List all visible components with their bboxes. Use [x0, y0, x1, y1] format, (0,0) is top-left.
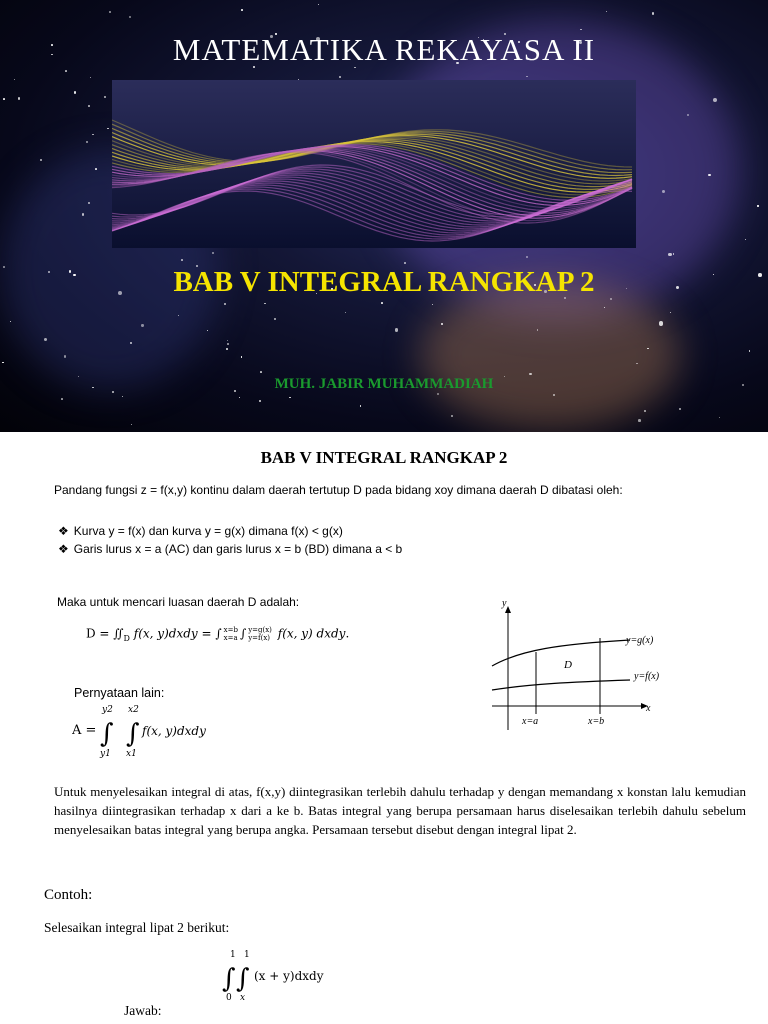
aform-integrand: f(x, y)dxdy — [142, 724, 206, 738]
star-dot — [207, 330, 208, 331]
star-dot — [526, 256, 528, 258]
contoh-label: Contoh: — [44, 887, 93, 903]
cover-subtitle: BAB V INTEGRAL RANGKAP 2 — [173, 266, 595, 298]
star-dot — [86, 141, 87, 142]
star-dot — [61, 398, 63, 400]
star-dot — [647, 348, 648, 349]
star-dot — [437, 393, 439, 395]
limit-upper: x2 — [128, 705, 139, 715]
svg-text:∫: ∫ — [236, 964, 250, 994]
graph-xb-label: x=b — [588, 716, 605, 727]
star-dot — [92, 134, 94, 136]
star-dot — [109, 11, 111, 13]
limit-lower: x=a — [223, 634, 238, 642]
limit-lower: x1 — [126, 749, 137, 759]
star-dot — [360, 405, 362, 407]
example-integrand: (x + y)dxdy — [254, 969, 324, 983]
area-formula: $D = ∬_D$ f(x, y)dxdy = ∫ x=b x=a ∫ y=g(x) y=f(x) f(x, y) dxdy. — [86, 626, 350, 643]
nebula-glow — [420, 280, 680, 430]
aform-lhs: A = — [72, 723, 97, 738]
formula-lhs: D = ∬ — [86, 626, 124, 641]
jawab-label: Jawab: — [124, 1003, 162, 1018]
star-dot — [745, 239, 746, 240]
explanation-paragraph: Untuk menyelesaikan integral di atas, f(x,y) diintegrasikan terlebih dahulu terhadap y dengan memandang x konstan lalu kemudian hasilnya diintegrasikan terhadap x dari a ke b. Batas integral yang berupa persamaan harus diselesaikan terlebih dahulu sebelum menyelesaikan batas integral yang berupa angka. Persamaan tersebut disebut dengan integral lipat 2. — [54, 784, 746, 837]
star-dot — [345, 312, 346, 313]
star-dot — [451, 415, 453, 417]
star-dot — [668, 253, 671, 256]
exercise-instruction: Selesaikan integral lipat 2 berikut: — [44, 920, 230, 935]
star-dot — [526, 76, 527, 77]
star-dot — [18, 97, 21, 100]
star-dot — [141, 324, 143, 326]
star-dot — [260, 371, 262, 373]
formula-integrand: f(x, y)dxdy = — [133, 626, 212, 641]
star-dot — [749, 350, 751, 352]
star-dot — [708, 174, 710, 176]
star-dot — [227, 340, 228, 341]
star-dot — [239, 397, 240, 398]
svg-text:∫: ∫ — [222, 964, 236, 994]
graph-xa-label: x=a — [522, 716, 539, 727]
star-dot — [757, 205, 758, 206]
star-dot — [131, 424, 132, 425]
star-dot — [670, 312, 672, 314]
limit-upper: y2 — [102, 705, 113, 715]
diamond-bullet-icon: ❖ — [58, 524, 69, 538]
star-dot — [3, 98, 5, 100]
page-heading: BAB V INTEGRAL RANGKAP 2 — [260, 448, 508, 467]
diamond-bullet-icon: ❖ — [58, 542, 69, 556]
limit-upper: 1 — [244, 950, 250, 960]
star-dot — [289, 397, 290, 398]
cover-author: MUH. JABIR MUHAMMADIAH — [274, 376, 494, 392]
star-dot — [318, 4, 320, 6]
limit-upper: 1 — [230, 950, 236, 960]
limit-lower: x — [240, 993, 246, 1003]
graph-x-label: x — [646, 703, 651, 714]
bullet-item: ❖ Garis lurus x = a (AC) dan garis lurus x = b (BD) dimana a < b — [58, 542, 403, 556]
star-dot — [129, 16, 131, 18]
limit-upper: x=b — [223, 626, 238, 634]
star-dot — [719, 417, 720, 418]
graph-region-label: D — [564, 659, 572, 671]
svg-text:∫: ∫ — [100, 719, 114, 749]
limit-upper: y=g(x) — [248, 626, 272, 634]
formula-subscript: D — [123, 633, 130, 643]
star-dot — [679, 408, 681, 410]
cover-title: MATEMATIKA REKAYASA II — [172, 32, 596, 67]
limit-lower: y=f(x) — [248, 634, 271, 642]
graph-upper-curve-label: y=g(x) — [626, 635, 654, 646]
star-dot — [88, 105, 90, 107]
star-dot — [395, 328, 399, 332]
star-dot — [264, 303, 265, 304]
alternate-formula — [72, 702, 292, 762]
intro-paragraph: Pandang fungsi z = f(x,y) kontinu dalam daerah tertutup D pada bidang xoy dimana daerah D dibatasi oleh: — [54, 483, 623, 497]
star-dot — [212, 252, 214, 254]
star-dot — [107, 128, 108, 129]
star-dot — [259, 400, 261, 402]
star-dot — [381, 302, 383, 304]
star-dot — [104, 96, 106, 98]
star-dot — [14, 79, 15, 80]
star-dot — [687, 114, 689, 116]
star-dot — [226, 348, 228, 350]
star-dot — [652, 12, 654, 14]
limit-lower: 0 — [226, 993, 232, 1003]
star-dot — [644, 410, 646, 412]
star-dot — [241, 356, 242, 357]
star-dot — [95, 168, 97, 170]
star-dot — [64, 355, 66, 357]
star-dot — [606, 11, 607, 12]
region-graph — [480, 598, 680, 738]
formula-integrand: f(x, y) dxdy — [277, 626, 346, 641]
star-dot — [181, 259, 183, 261]
star-dot — [227, 343, 229, 345]
star-dot — [90, 77, 91, 78]
star-dot — [241, 9, 243, 11]
star-dot — [224, 303, 226, 305]
star-dot — [65, 70, 67, 72]
pernyataan-label: Pernyataan lain: — [74, 686, 165, 700]
star-dot — [2, 362, 3, 363]
star-dot — [40, 159, 42, 161]
star-dot — [122, 396, 123, 397]
star-dot — [274, 318, 276, 320]
document-page — [0, 432, 768, 1024]
graph-lower-curve-label: y=f(x) — [634, 671, 660, 682]
star-dot — [404, 262, 406, 264]
star-dot — [432, 304, 433, 305]
wave-banner-image — [112, 80, 636, 248]
star-dot — [74, 91, 76, 93]
star-dot — [529, 373, 531, 375]
svg-text:∫: ∫ — [126, 719, 140, 749]
star-dot — [339, 76, 341, 78]
graph-y-label: y — [502, 598, 507, 609]
bullet-item: ❖ Kurva y = f(x) dan kurva y = g(x) dimana f(x) < g(x) — [58, 524, 343, 538]
cover-slide — [0, 0, 768, 432]
example-integral — [222, 947, 362, 1005]
limit-lower: y1 — [100, 749, 111, 759]
star-dot — [638, 419, 641, 422]
maka-text: Maka untuk mencari luasan daerah D adalah: — [57, 595, 300, 609]
